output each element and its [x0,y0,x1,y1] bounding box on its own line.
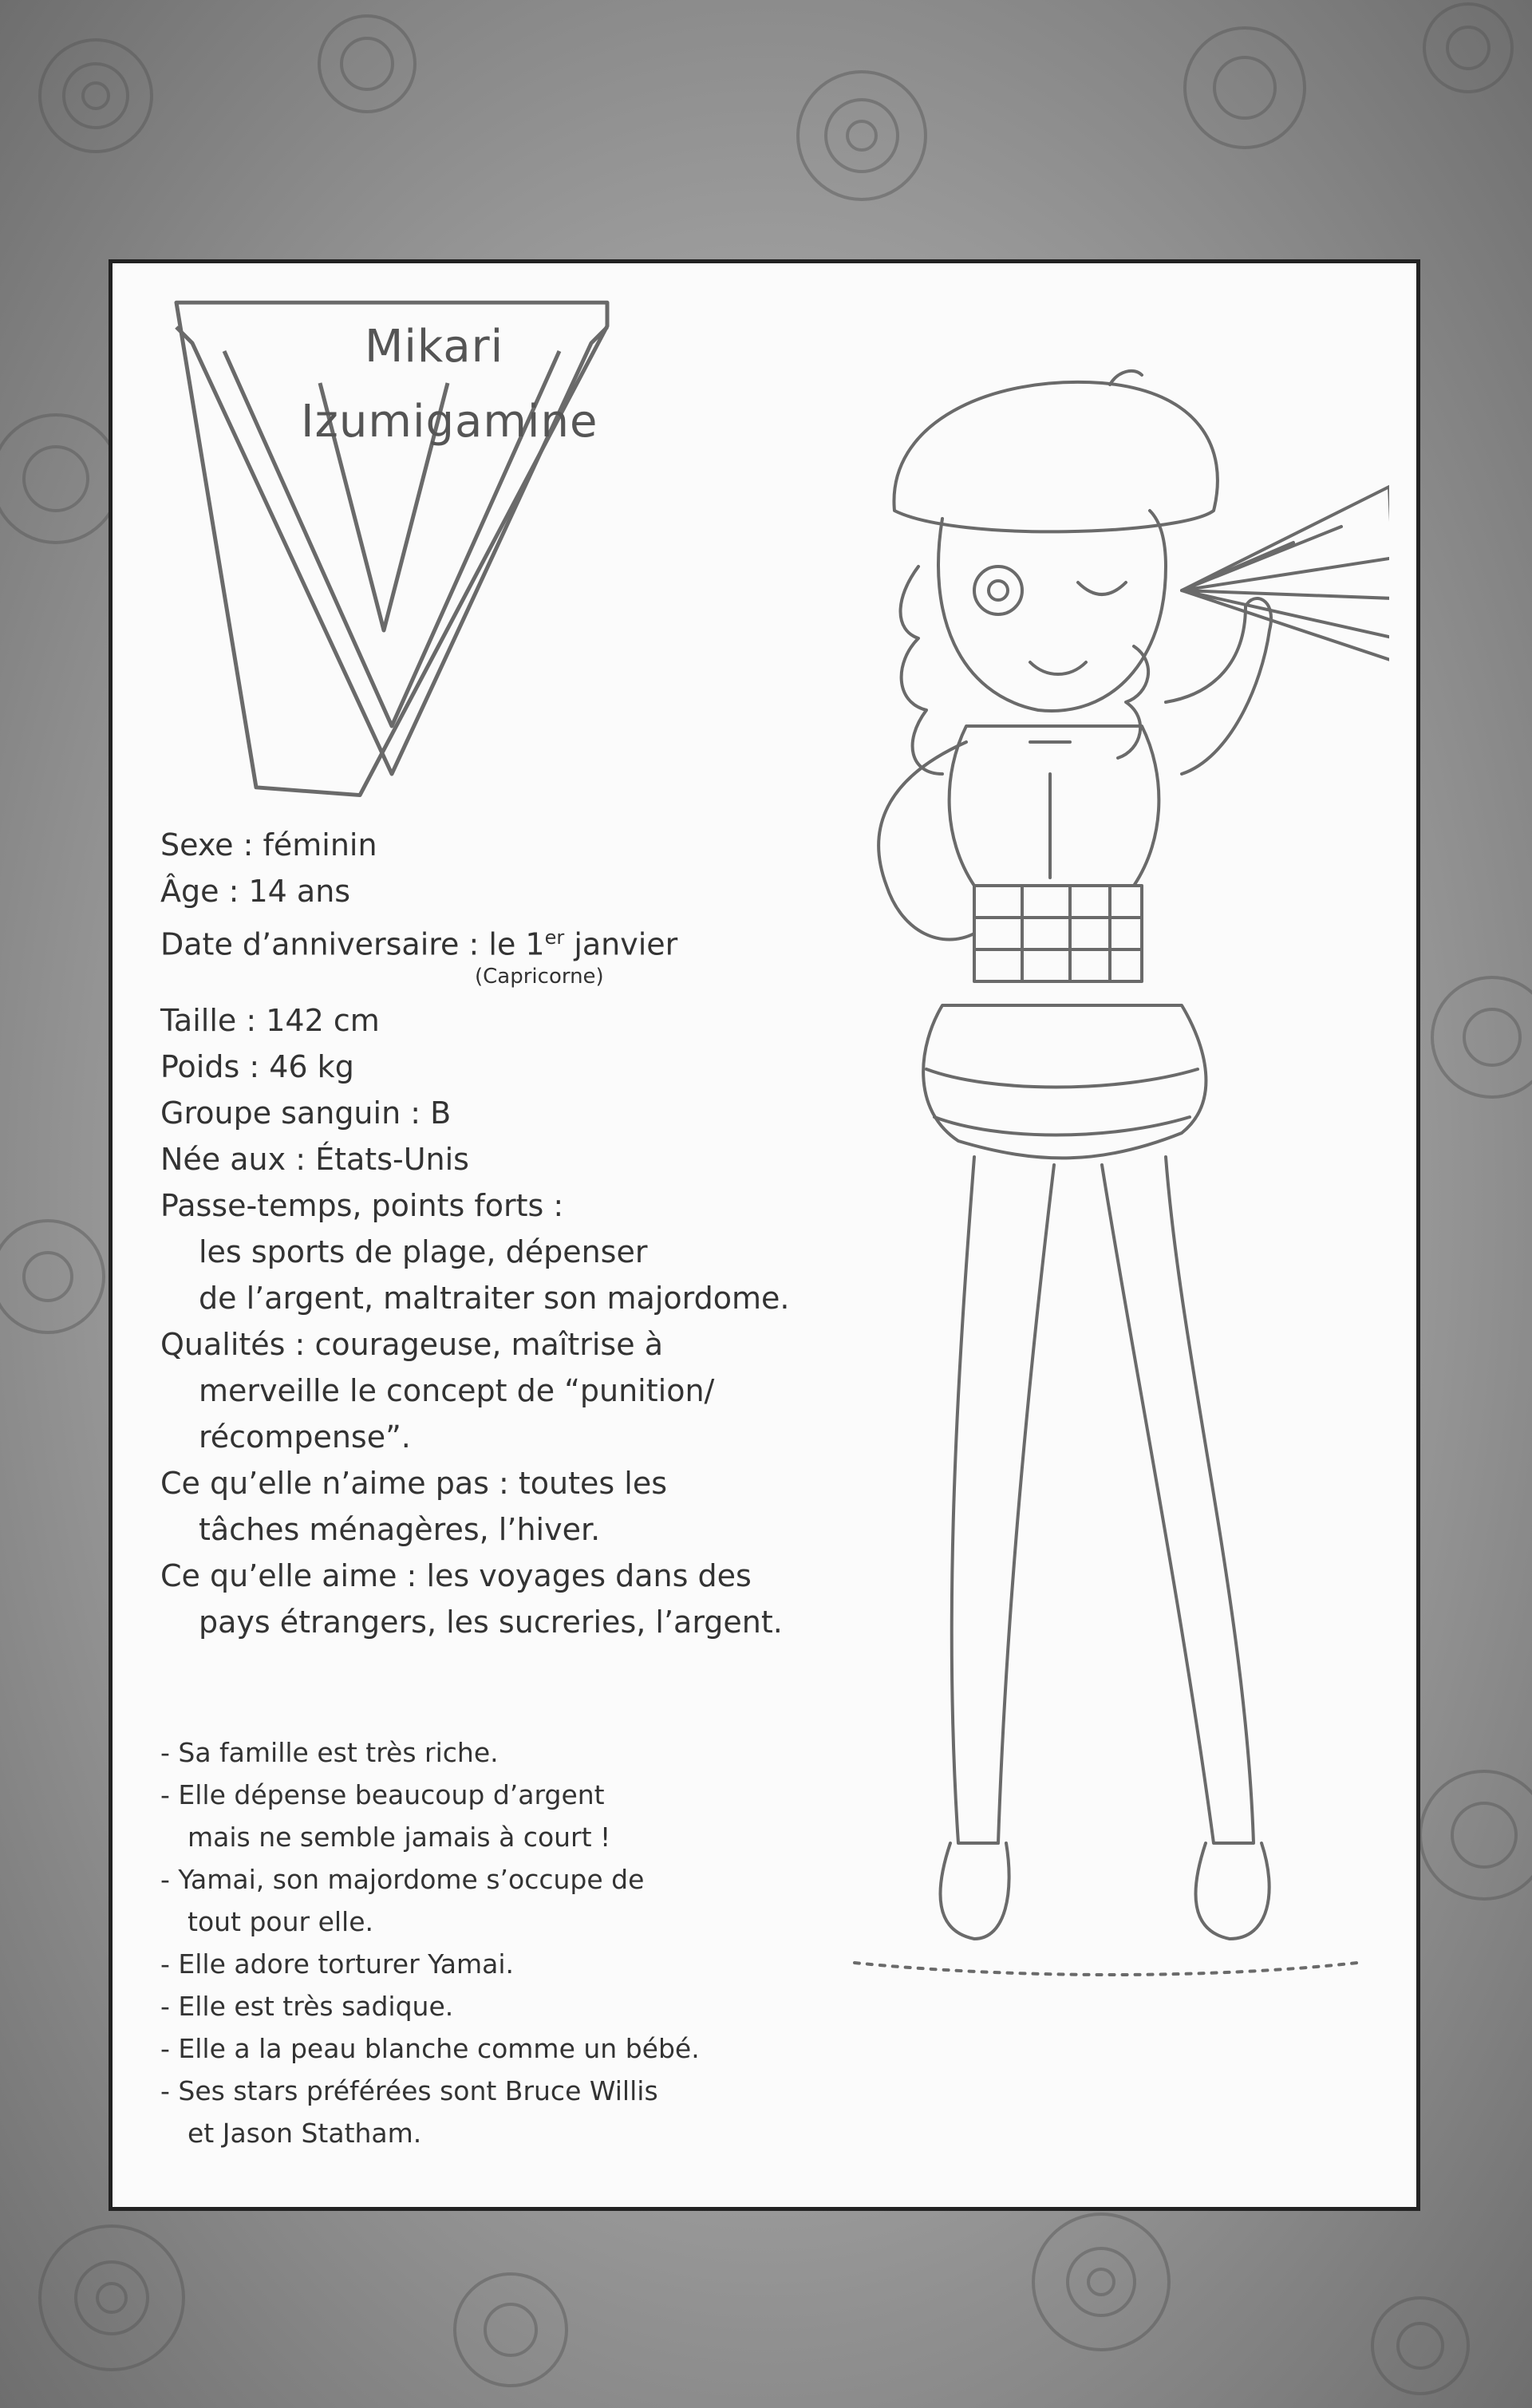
left-eye [974,566,1022,614]
character-last-name: Izumigamine [301,396,598,448]
left-leg [952,1157,1054,1843]
fact-value: 46 kg [269,1049,354,1084]
character-sketch [735,327,1389,2162]
right-curl [1118,646,1148,758]
fact-label: Poids : [160,1049,270,1084]
smile [1030,662,1086,674]
trivia-item: - Elle adore torturer Yamai. [160,1948,514,1980]
fact-label: Qualités : [160,1327,315,1362]
fact-value: courageuse, maîtrise à [314,1327,663,1362]
fact-label: Taille : [160,1003,267,1038]
trivia-item: - Yamai, son majordome s’occupe de [160,1864,645,1895]
fact-value: les voyages dans des [426,1558,752,1593]
trivia-item-continued: et Jason Statham. [188,2118,422,2149]
trivia-item-continued: tout pour elle. [188,1906,374,1937]
fact-value: 142 cm [266,1003,380,1038]
beret-stem [1110,371,1142,385]
fact-label: Ce qu’elle aime : [160,1558,427,1593]
raised-arm [1166,598,1271,774]
trivia-item: - Sa famille est très riche. [160,1737,499,1768]
fact-value: janvier [564,926,678,962]
fan-ribs [1182,527,1389,638]
corset [974,886,1142,981]
fact-value: B [430,1095,452,1131]
fact-value: féminin [263,827,377,863]
blouse [950,726,1159,886]
profile-card [109,259,1420,2211]
fact-label: Sexe : [160,827,263,863]
left-shoe [941,1843,1009,1939]
fact-label: Date d’anniversaire : [160,926,489,962]
trivia-item: - Ses stars préférées sont Bruce Willis [160,2075,658,2106]
trivia-item-continued: mais ne semble jamais à court ! [188,1822,611,1853]
fact-hobbies-label: Passe-temps, points forts : [160,1188,564,1223]
ground-shadow [855,1963,1357,1975]
fact-qualities-line: merveille le concept de “punition/ [199,1373,715,1408]
fact-label: Née aux : [160,1142,316,1177]
trivia-item: - Elle est très sadique. [160,1991,454,2022]
left-pupil [989,581,1008,600]
right-leg [1102,1157,1254,1843]
blouse-buttons [1030,742,1070,878]
face-outline [938,511,1166,711]
fact-label: Groupe sanguin : [160,1095,431,1131]
character-first-name: Mikari [365,321,504,373]
right-shoe [1196,1843,1269,1939]
left-curl [901,566,943,774]
fact-zodiac: (Capricorne) [475,965,604,989]
fact-value-sup: er [544,926,565,949]
fact-label: Ce qu’elle n’aime pas : [160,1466,519,1501]
fact-value: 14 ans [248,874,351,909]
fact-value: États-Unis [315,1142,469,1177]
beret-outline [894,382,1217,531]
trivia-item: - Elle a la peau blanche comme un bébé. [160,2033,700,2064]
corset-plaid [974,886,1142,981]
fact-qualities-line: récompense”. [199,1419,411,1455]
trivia-list [160,1731,815,2154]
fact-hobbies-line: les sports de plage, dépenser [199,1234,648,1269]
fact-value: toutes les [518,1466,667,1501]
winking-eye [1078,582,1126,594]
trivia-item: - Elle dépense beaucoup d’argent [160,1779,605,1810]
fact-likes-line: pays étrangers, les sucreries, l’argent. [199,1605,783,1640]
skirt-ruffles [926,1069,1198,1135]
fact-hobbies-line: de l’argent, maltraiter son majordome. [199,1281,790,1316]
fact-dislikes-line: tâches ménagères, l’hiver. [199,1512,601,1547]
fact-value: le 1 [488,926,545,962]
fact-label: Âge : [160,874,249,909]
